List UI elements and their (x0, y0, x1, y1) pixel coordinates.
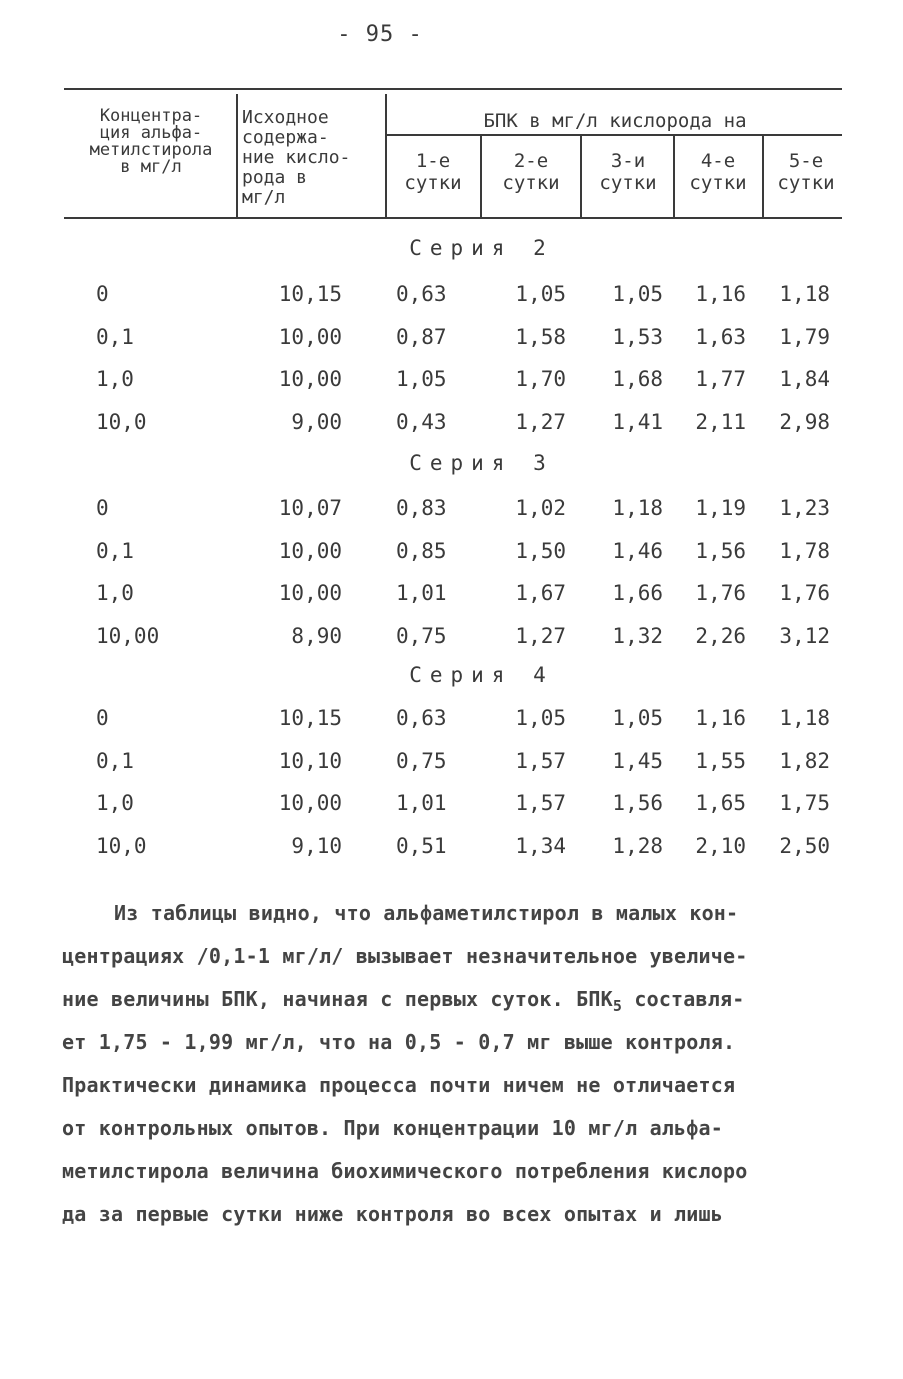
table-cell: 9,10 (291, 833, 342, 858)
table-cell: 2,98 (779, 409, 830, 434)
table-cell: 10,15 (278, 706, 342, 730)
header-bod-group: БПК в мг/л кислорода на (483, 110, 747, 132)
table-cell: 1,0 (96, 367, 134, 391)
table-cell: 0 (96, 706, 109, 730)
table-row (0, 325, 903, 355)
table-cell: 0,63 (396, 706, 447, 730)
table-cell: 1,65 (695, 791, 746, 815)
table-cell: 0 (96, 496, 109, 520)
table-row (0, 410, 903, 440)
table-cell: 1,27 (515, 623, 566, 648)
table-cell: 1,57 (515, 791, 566, 815)
header-divider (236, 94, 238, 218)
table-cell: 0,1 (96, 324, 134, 349)
table-cell: 3,12 (779, 623, 830, 648)
table-row (0, 282, 903, 312)
header-divider (673, 136, 675, 218)
header-divider (762, 136, 764, 218)
table-cell: 1,67 (515, 581, 566, 605)
table-cell: 1,19 (695, 496, 746, 520)
table-cell: 10,00 (278, 324, 342, 349)
table-cell: 2,26 (695, 623, 746, 648)
paragraph-line: да за первые сутки ниже контроля во всех опытах и лишь (62, 1202, 724, 1226)
table-cell: 10,07 (278, 496, 342, 520)
paragraph-line (62, 978, 838, 1021)
table-cell: 2,10 (695, 833, 746, 858)
header-day-1: 1-е сутки (404, 150, 462, 194)
table-cell: 1,18 (779, 282, 830, 306)
table-row (0, 706, 903, 736)
table-cell: 0,63 (396, 282, 447, 306)
table-cell: 1,23 (779, 496, 830, 520)
header-day-3: 3-и сутки (599, 150, 657, 194)
table-cell: 10,0 (96, 833, 147, 858)
header-day-2: 2-е сутки (502, 150, 560, 194)
table-cell: 1,66 (612, 581, 663, 605)
table-row (0, 749, 903, 779)
table-cell: 0,87 (396, 324, 447, 349)
table-cell: 1,01 (396, 791, 447, 815)
table-cell: 1,0 (96, 791, 134, 815)
table-cell: 10,0 (96, 409, 147, 434)
table-cell: 9,00 (291, 409, 342, 434)
series-label: Серия 3 (409, 451, 554, 475)
table-cell: 1,05 (515, 706, 566, 730)
table-cell: 1,63 (695, 324, 746, 349)
table-cell: 2,50 (779, 833, 830, 858)
table-cell: 1,45 (612, 748, 663, 773)
table-row (0, 834, 903, 864)
header-day-4: 4-е сутки (689, 150, 747, 194)
paragraph-line-tail: составля- (622, 987, 745, 1011)
table-cell: 1,53 (612, 324, 663, 349)
table-cell: 0 (96, 282, 109, 306)
table-cell: 10,15 (278, 282, 342, 306)
table-cell: 0,75 (396, 748, 447, 773)
table-cell: 1,18 (612, 496, 663, 520)
table-row (0, 539, 903, 569)
page-number: - 95 - (337, 22, 423, 47)
table-cell: 1,76 (779, 581, 830, 605)
table-cell: 10,00 (278, 538, 342, 563)
table-row (0, 496, 903, 526)
table-row (0, 367, 903, 397)
table-cell: 1,56 (612, 791, 663, 815)
table-cell: 10,10 (278, 748, 342, 773)
table-cell: 1,46 (612, 538, 663, 563)
body-paragraph (62, 892, 838, 1236)
header-initial-oxygen: Исходное содержа- ние кисло- рода в мг/л (242, 107, 351, 208)
table-cell: 2,11 (695, 409, 746, 434)
table-cell: 1,55 (695, 748, 746, 773)
table-cell: 0,43 (396, 409, 447, 434)
table-cell: 1,78 (779, 538, 830, 563)
table-cell: 1,79 (779, 324, 830, 349)
paragraph-line: Практически динамика процесса почти ничем не отличается (62, 1073, 736, 1097)
table-cell: 10,00 (96, 623, 160, 648)
header-divider (385, 94, 387, 218)
series-label: Серия 2 (409, 236, 554, 260)
table-cell: 1,77 (695, 367, 746, 391)
table-cell: 1,84 (779, 367, 830, 391)
paragraph-line-text: ние величины БПК, начиная с первых суток. БПК (62, 987, 613, 1011)
table-cell: 1,34 (515, 833, 566, 858)
table-cell: 10,00 (278, 791, 342, 815)
table-cell: 1,70 (515, 367, 566, 391)
table-cell: 1,05 (612, 282, 663, 306)
table-cell: 1,16 (695, 706, 746, 730)
table-cell: 10,00 (278, 367, 342, 391)
table-cell: 0,85 (396, 538, 447, 563)
paragraph-line: Из таблицы видно, что альфаметилстирол в малых кон- (114, 901, 739, 925)
table-cell: 1,41 (612, 409, 663, 434)
table-cell: 1,76 (695, 581, 746, 605)
table-cell: 1,58 (515, 324, 566, 349)
table-cell: 1,57 (515, 748, 566, 773)
table-cell: 1,18 (779, 706, 830, 730)
table-cell: 1,50 (515, 538, 566, 563)
header-day-5: 5-е сутки (777, 150, 835, 194)
table-cell: 1,01 (396, 581, 447, 605)
table-cell: 1,02 (515, 496, 566, 520)
table-cell: 1,05 (515, 282, 566, 306)
table-row (0, 581, 903, 611)
table-cell: 1,05 (396, 367, 447, 391)
table-cell: 0,83 (396, 496, 447, 520)
table-cell: 1,68 (612, 367, 663, 391)
table-top-rule (64, 88, 842, 90)
paragraph-line: ет 1,75 - 1,99 мг/л, что на 0,5 - 0,7 мг выше контроля. (62, 1030, 736, 1054)
table-row (0, 791, 903, 821)
header-divider (480, 136, 482, 218)
table-cell: 1,0 (96, 581, 134, 605)
header-divider (580, 136, 582, 218)
subheader-rule (386, 134, 842, 136)
paragraph-line: от контрольных опытов. При концентрации 10 мг/л альфа- (62, 1116, 724, 1140)
table-cell: 0,75 (396, 623, 447, 648)
table-cell: 1,32 (612, 623, 663, 648)
header-concentration: Концентра- ция альфа- метилстирола в мг/л (89, 106, 213, 177)
table-cell: 8,90 (291, 623, 342, 648)
table-cell: 0,1 (96, 748, 134, 773)
table-cell: 1,05 (612, 706, 663, 730)
table-row (0, 624, 903, 654)
table-cell: 0,1 (96, 538, 134, 563)
table-cell: 1,27 (515, 409, 566, 434)
table-cell: 10,00 (278, 581, 342, 605)
paragraph-line: центрациях /0,1-1 мг/л/ вызывает незначительное увеличе- (62, 944, 748, 968)
table-cell: 1,75 (779, 791, 830, 815)
series-label: Серия 4 (409, 663, 554, 687)
table-cell: 1,82 (779, 748, 830, 773)
bod-subscript: 5 (612, 997, 623, 1015)
header-bottom-rule (64, 217, 842, 219)
table-cell: 0,51 (396, 833, 447, 858)
table-cell: 1,28 (612, 833, 663, 858)
table-cell: 1,56 (695, 538, 746, 563)
table-cell: 1,16 (695, 282, 746, 306)
paragraph-line: метилстирола величина биохимического потребления кислоро (62, 1159, 748, 1183)
